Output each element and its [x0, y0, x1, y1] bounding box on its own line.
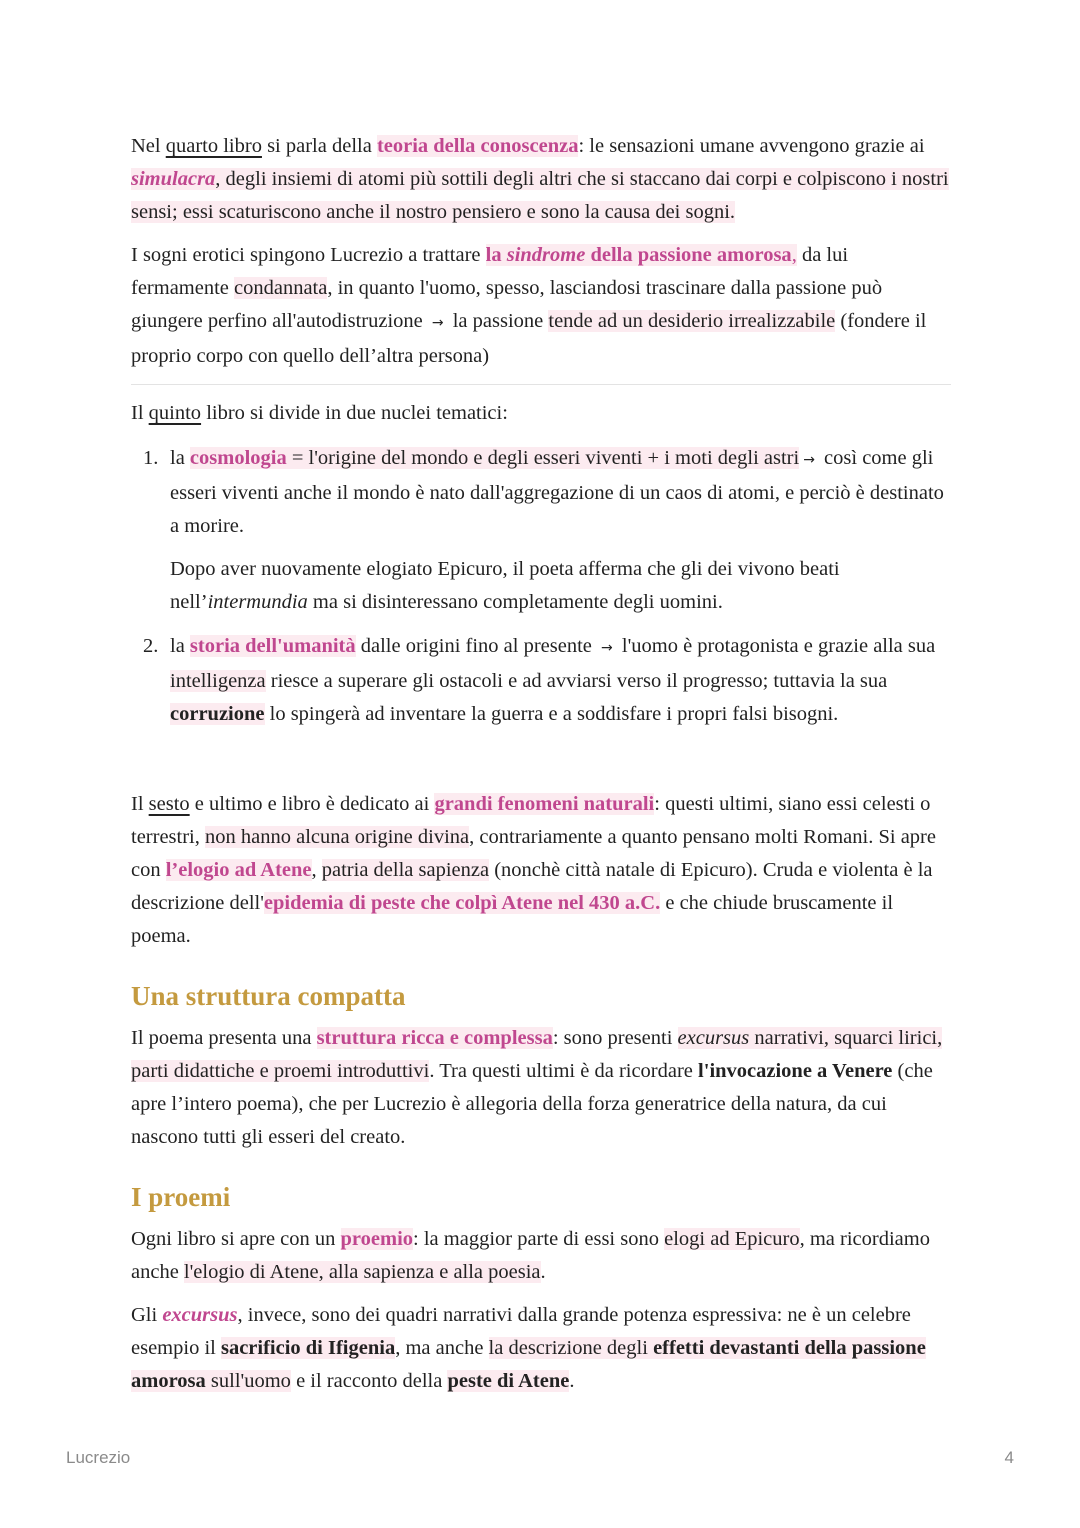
highlighted-term: della passione amorosa: [585, 244, 792, 266]
highlighted-text: tende ad un desiderio irrealizzabile: [548, 310, 836, 332]
list-item: [131, 442, 951, 619]
highlighted-text: narrativi, squarci lirici, parti didattiche e proemi introduttivi: [131, 1027, 943, 1082]
paragraph-excursus: [131, 1299, 951, 1398]
list-item: [131, 630, 951, 731]
text: così come gli esseri viventi anche il mondo è nato dall'aggregazione di un caos di atomi, e perciò è destinato a morire.: [170, 447, 944, 537]
highlighted-text: intelligenza: [170, 670, 266, 692]
paragraph-struttura: [131, 1022, 951, 1154]
text: (nonchè città natale di Epicuro). Cruda e violenta è la descrizione dell': [131, 859, 933, 914]
arrow-right-icon: →: [601, 640, 613, 656]
text: riesce a superare gli ostacoli e ad avviarsi verso il progresso; tuttavia la sua: [265, 670, 888, 692]
bold-term: corruzione: [170, 703, 265, 725]
paragraph-sesto-libro: [131, 788, 951, 953]
paragraph-proemi: [131, 1223, 951, 1289]
text: l'uomo è protagonista e grazie alla sua: [616, 635, 936, 657]
arrow-right-icon: →: [431, 315, 444, 331]
text: e ultimo e libro è dedicato ai: [189, 793, 435, 815]
text: , in quanto l'uomo, spesso, lasciandosi trascinare dalla passione può giungere perfino all'autodistruzione: [131, 277, 883, 332]
text: , ma ricordiamo anche: [131, 1228, 930, 1283]
highlighted-term: l’elogio ad Atene: [165, 859, 312, 881]
text: lo spingerà ad inventare la guerra e a soddisfare i propri falsi bisogni.: [264, 703, 839, 725]
highlighted-term: teoria della conoscenza: [376, 135, 579, 157]
highlighted-text: , degli insiemi di atomi più sottili degli altri che si staccano dai corpi e colpiscono i nostri sensi; essi scaturiscono anche il nostro pensiero e sono la causa dei sogni.: [131, 168, 949, 223]
text: libro si divide in due nuclei tematici:: [201, 402, 508, 424]
numbered-list: [131, 442, 951, 731]
highlighted-text: l'elogio di Atene, alla sapienza e alla poesia: [183, 1261, 541, 1283]
highlighted-text: non hanno alcuna origine divina: [205, 826, 470, 848]
text: si parla della: [261, 135, 377, 157]
bold-term: l'invocazione a Venere: [698, 1060, 893, 1082]
text: Gli: [131, 1304, 163, 1326]
text: dalle origini fino al presente: [355, 635, 598, 657]
divider: [131, 384, 951, 385]
text: Il: [131, 402, 149, 424]
paragraph-quarto-libro: [131, 130, 951, 229]
underlined-text: quinto: [148, 402, 202, 424]
list-item-subparagraph: [170, 553, 951, 619]
text: .: [540, 1261, 546, 1283]
text: Nel: [131, 135, 166, 157]
highlighted-term: sindrome: [506, 244, 586, 266]
highlighted-term: la: [485, 244, 507, 266]
text: , contrariamente a quanto pensano molti Romani. Si apre con: [131, 826, 936, 881]
text: la: [170, 447, 190, 469]
text: I sogni erotici spingono Lucrezio a trattare: [131, 244, 486, 266]
italic-term: excursus: [677, 1027, 750, 1049]
document-body: [131, 130, 951, 1398]
paragraph-sogni-erotici: [131, 239, 951, 373]
text: e il racconto della: [290, 1370, 448, 1392]
text: ,: [791, 244, 797, 266]
highlighted-text: condannata: [234, 277, 328, 299]
text: , ma anche: [395, 1337, 489, 1359]
paragraph-quinto-libro: [131, 397, 951, 430]
highlighted-term: epidemia di peste che colpì Atene nel 430 a.C.: [263, 892, 661, 914]
highlighted-term: storia dell'umanità: [189, 635, 356, 657]
highlighted-term: struttura ricca e complessa: [316, 1027, 553, 1049]
list-item-text: [170, 630, 951, 731]
highlighted-term: excursus: [162, 1304, 238, 1326]
bold-term: sacrificio di Ifigenia: [220, 1337, 396, 1359]
text: ma si disinteressano completamente degli uomini.: [307, 591, 723, 613]
highlighted-text: elogi ad Epicuro: [664, 1228, 800, 1250]
section-heading: Una struttura compatta: [131, 981, 406, 1011]
footer-page-number: 4: [1004, 1448, 1014, 1467]
text: ,: [311, 859, 322, 881]
highlighted-term: cosmologia: [189, 447, 287, 469]
text: e che chiude bruscamente il poema.: [131, 892, 894, 947]
list-number: 2.: [143, 635, 159, 657]
section-heading: I proemi: [131, 1182, 231, 1212]
text: , invece, sono dei quadri narrativi dalla grande potenza espressiva: ne è un celebre esempio il: [131, 1304, 911, 1359]
list-number: 1.: [143, 447, 159, 469]
italic-term: intermundia: [207, 591, 308, 613]
text: la: [170, 635, 190, 657]
highlighted-term: grandi fenomeni naturali: [434, 793, 655, 815]
highlighted-text: = l'origine del mondo e degli esseri viventi + i moti degli astri: [286, 447, 800, 469]
highlighted-text: la descrizione degli: [488, 1337, 654, 1359]
underlined-text: quarto libro: [165, 135, 262, 157]
arrow-right-icon: →: [803, 452, 815, 468]
list-item-text: [170, 442, 951, 543]
text: da lui fermamente: [131, 244, 849, 299]
text: : la maggior parte di essi sono: [413, 1228, 665, 1250]
text: (fondere il proprio corpo con quello dell’altra persona): [131, 310, 927, 367]
text: : sono presenti: [552, 1027, 678, 1049]
highlighted-term: proemio: [340, 1228, 414, 1250]
text: : questi ultimi, siano essi celesti o terrestri,: [131, 793, 931, 848]
bold-term: effetti devastanti della passione amorosa: [131, 1337, 926, 1392]
underlined-text: sesto: [148, 793, 190, 815]
highlighted-term: simulacra: [131, 168, 216, 190]
bold-term: peste di Atene: [447, 1370, 570, 1392]
text: Il: [131, 793, 149, 815]
text: (che apre l’intero poema), che per Lucrezio è allegoria della forza generatrice della natura, da cui nascono tutti gli esseri del creato.: [131, 1060, 933, 1148]
text: .: [569, 1370, 575, 1392]
text: la passione: [447, 310, 549, 332]
text: . Tra questi ultimi è da ricordare: [429, 1060, 699, 1082]
text: Il poema presenta una: [131, 1027, 317, 1049]
footer-document-title: Lucrezio: [66, 1448, 131, 1467]
text: : le sensazioni umane avvengono grazie ai: [578, 135, 925, 157]
text: Ogni libro si apre con un: [131, 1228, 341, 1250]
highlighted-text: patria della sapienza: [321, 859, 490, 881]
text: Dopo aver nuovamente elogiato Epicuro, il poeta afferma che gli dei vivono beati nell’: [170, 558, 840, 613]
highlighted-text: sull'uomo: [205, 1370, 291, 1392]
